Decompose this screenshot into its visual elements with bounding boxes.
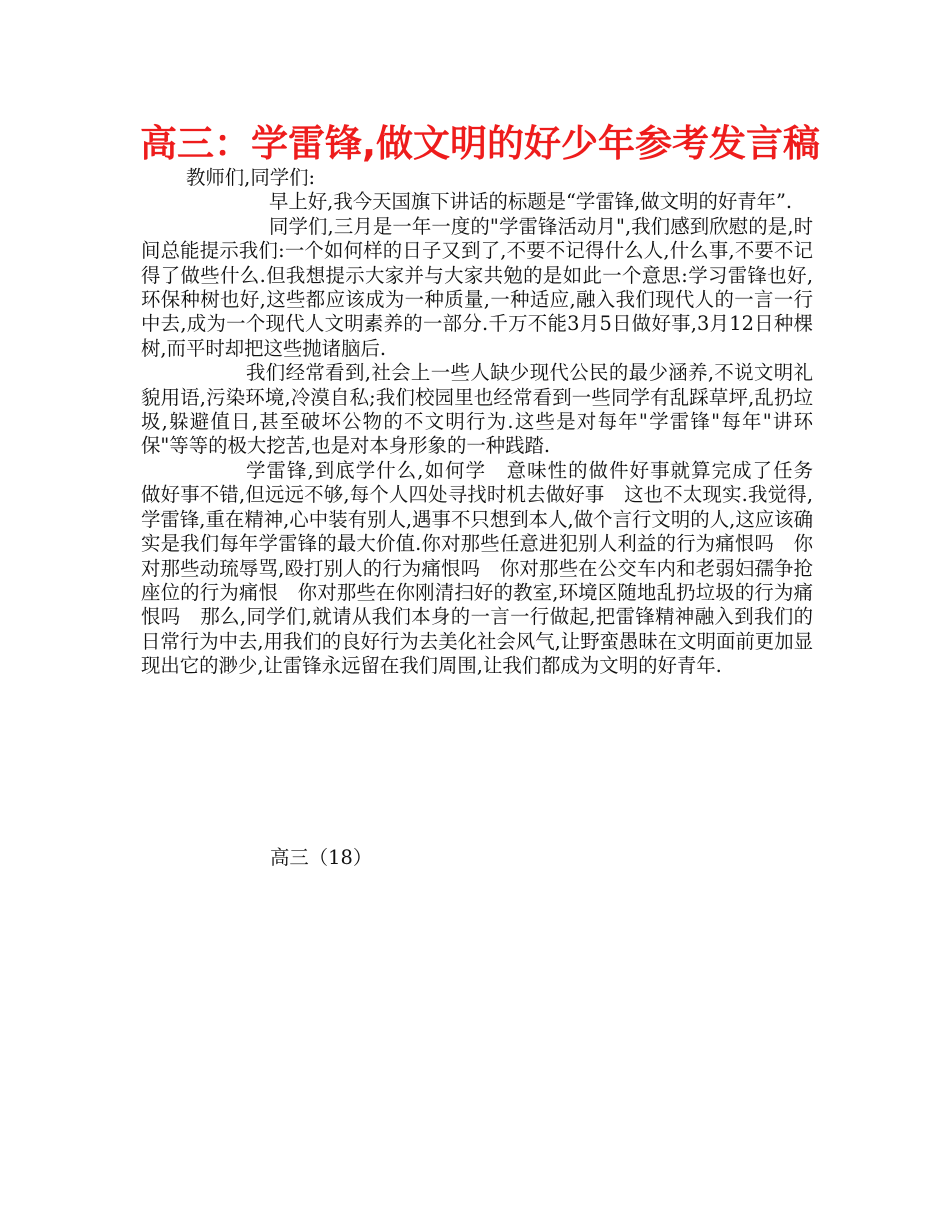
greeting: 教师们,同学们: xyxy=(186,166,316,189)
paragraph-4: 学雷锋,到底学什么,如何学 意味性的做件好事就算完成了任务 做好事不错,但远远不够,每个人四处寻找时机去做好事 这也不太现实.我觉得,学雷锋,重在精神,心中装有别人,遇事不只想到本人,做个言行文明的人,这应该确实是我们每年学雷锋的最大价值.你对那些任意进犯别人利益的行为痛恨吗 你对那些动琉辱骂,殴打别人的行为痛恨吗 你对那些在公交车内和老弱妇孺争抢座位的行为痛恨 你对那些在你刚清扫好的教室,环境区随地乱扔垃圾的行为痛恨吗 那么,同学们,就请从我们本身的一言一行做起,把雷锋精神融入到我们的日常行为中去,用我们的良好行为去美化社会风气,让野蛮愚昧在文明面前更加显现出它的渺少,让雷锋永远留在我们周围,让我们都成为文明的好青年. xyxy=(141,458,833,678)
paragraph-1: 早上好,我今天国旗下讲话的标题是“学雷锋,做文明的好青年”. xyxy=(269,190,793,214)
document-body xyxy=(141,166,833,679)
paragraph-3: 我们经常看到,社会上一些人缺少现代公民的最少涵养,不说文明礼貌用语,污染环境,冷漠自私;我们校园里也经常看到一些同学有乱踩草坪,乱扔垃圾,躲避值日,甚至破坏公物的不文明行为.这些是对每年"学雷锋"每年"讲环保"等等的极大挖苦,也是对本身形象的一种践踏. xyxy=(141,361,813,458)
document-title: 高三：学雷锋,做文明的好少年参考发言稿 xyxy=(140,122,821,165)
paragraph-2: 同学们,三月是一年一度的"学雷锋活动月",我们感到欣慰的是,时间总能提示我们:一个如何样的日子又到了,不要不记得什么人,什么事,不要不记得了做些什么.但我想提示大家并与大家共勉的是如此一个意思:学习雷锋也好,环保种树也好,这些都应该成为一种质量,一种适应,融入我们现代人的一言一行中去,成为一个现代人文明素养的一部分.千万不能3月5日做好事,3月12日种棵树,而平时却把这些抛诸脑后. xyxy=(141,214,813,360)
signature: 高三（18） xyxy=(270,846,373,869)
